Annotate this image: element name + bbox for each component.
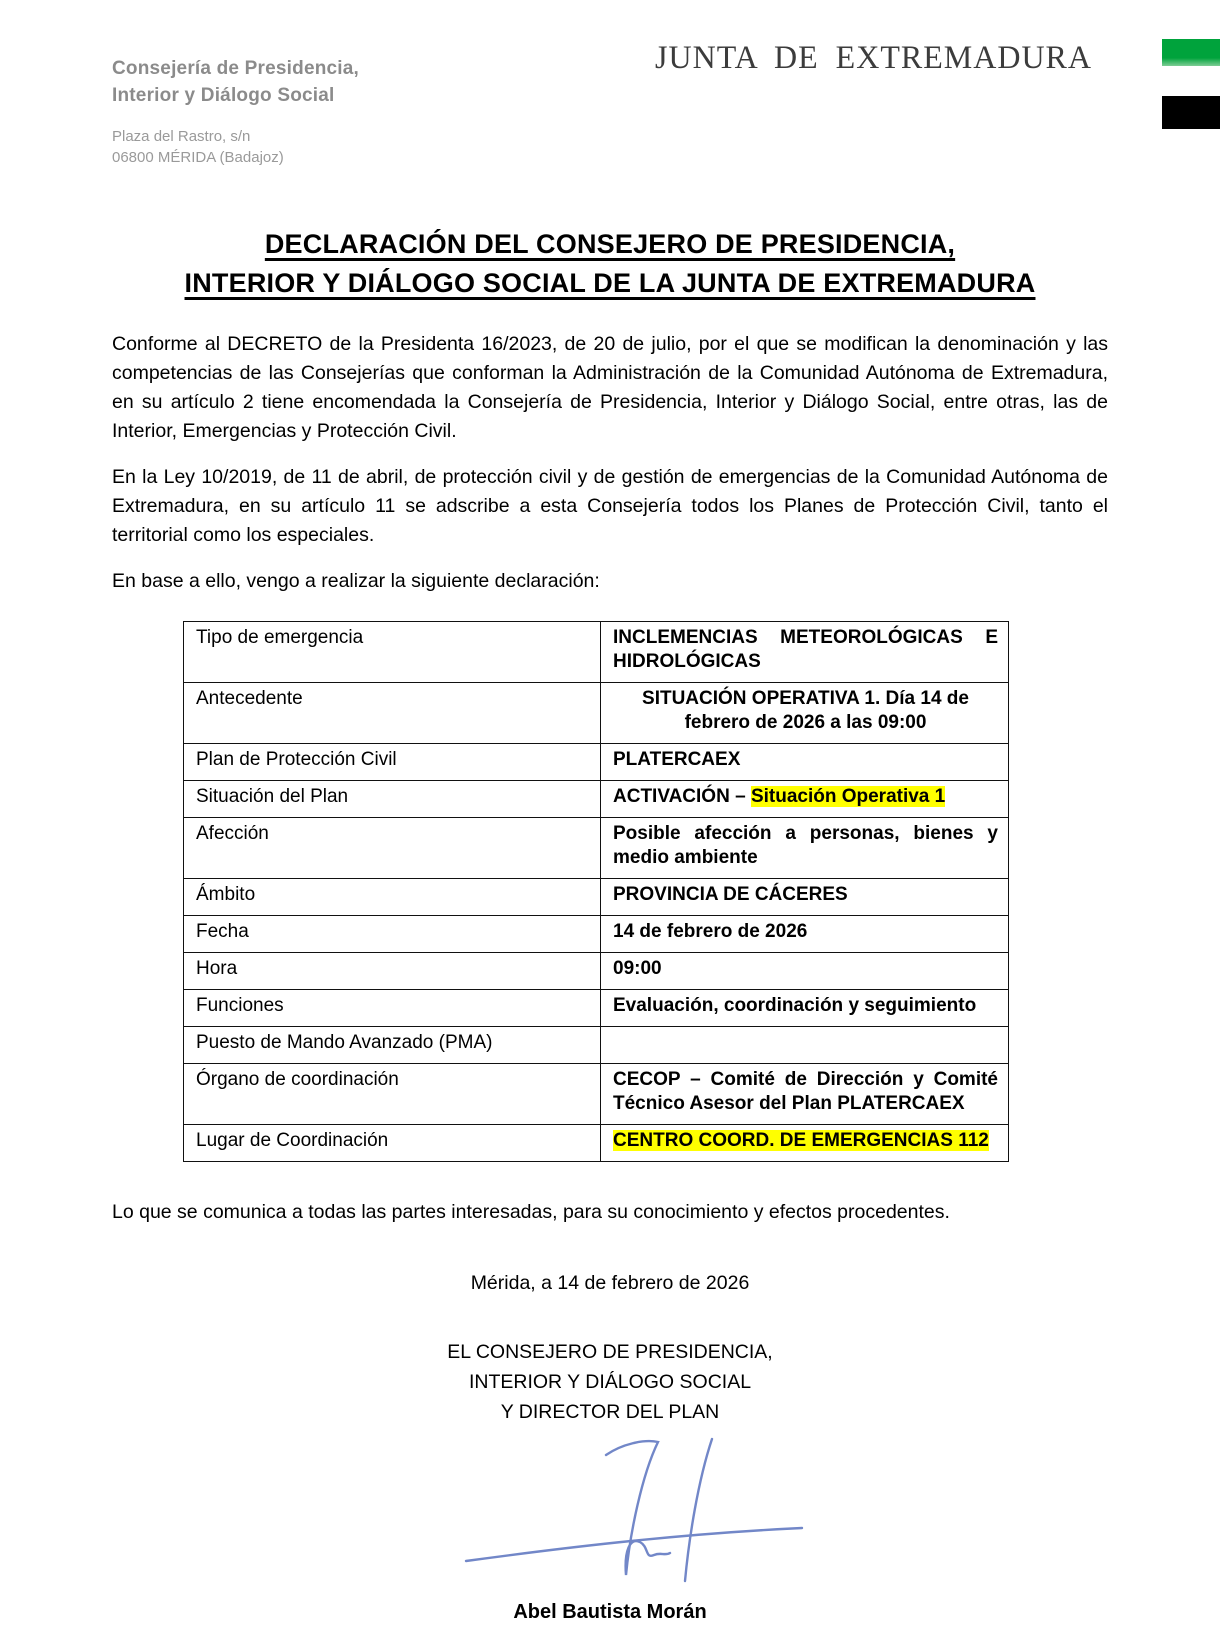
table-row: [184, 622, 1009, 683]
row-value-situacion-plan: [601, 781, 1009, 818]
flag-black-bar: [1162, 96, 1220, 129]
row-label-fecha: Fecha: [184, 916, 601, 953]
row-label-antecedente: Antecedente: [184, 683, 601, 744]
signature-area: [160, 1435, 1108, 1583]
title-line2: INTERIOR Y DIÁLOGO SOCIAL DE LA JUNTA DE EXTREMADURA: [184, 268, 1036, 298]
table-row: [184, 818, 1009, 879]
paragraph-decreto: Conforme al DECRETO de la Presidenta 16/2023, de 20 de julio, por el que se modifican la denominación y las competencias de las Consejerías que conforman la Administración de la Comunidad Autónoma de Extremadura, en su artículo 2 tiene encomendada la Consejería de Presidencia, Interior y Diálogo Social, entre otras, las de Interior, Emergencias y Protección Civil.: [112, 333, 1108, 442]
extremadura-flag-icon: [1162, 39, 1220, 129]
row-value-pma: [601, 1027, 1009, 1064]
address-line2: 06800 MÉRIDA (Badajoz): [112, 149, 284, 166]
row-label-lugar-coordinacion: Lugar de Coordinación: [184, 1125, 601, 1162]
table-row: [184, 1064, 1009, 1125]
declaration-table: [183, 621, 1009, 1162]
title-line1: DECLARACIÓN DEL CONSEJERO DE PRESIDENCIA,: [264, 229, 956, 259]
department-address: [112, 126, 284, 168]
centro-coord-highlight: CENTRO COORD. DE EMERGENCIAS 112: [613, 1130, 989, 1151]
row-label-pma: Puesto de Mando Avanzado (PMA): [184, 1027, 601, 1064]
row-label-situacion-plan: Situación del Plan: [184, 781, 601, 818]
table-row: [184, 744, 1009, 781]
row-label-afeccion: Afección: [184, 818, 601, 879]
row-value-afeccion: Posible afección a personas, bienes y medio ambiente: [601, 818, 1009, 879]
communication-statement: Lo que se comunica a todas las partes interesadas, para su conocimiento y efectos procedentes.: [112, 1201, 950, 1223]
signer-title-line2: INTERIOR Y DIÁLOGO SOCIAL: [468, 1371, 752, 1393]
situacion-operativa-highlight: Situación Operativa 1: [750, 786, 946, 807]
junta-extremadura-logo: JUNTA DE EXTREMADURA: [655, 38, 1092, 76]
table-row: [184, 781, 1009, 818]
row-value-fecha: 14 de febrero de 2026: [601, 916, 1009, 953]
row-label-hora: Hora: [184, 953, 601, 990]
row-label-organo-coordinacion: Órgano de coordinación: [184, 1064, 601, 1125]
row-label-tipo-emergencia: Tipo de emergencia: [184, 622, 601, 683]
table-row: [184, 916, 1009, 953]
table-row: [184, 683, 1009, 744]
paragraph-ley: En la Ley 10/2019, de 11 de abril, de protección civil y de gestión de emergencias de la Comunidad Autónoma de Extremadura, en su artículo 11 se adscribe a esta Consejería todos los Planes de Protección Civil, tanto el territorial como los especiales.: [112, 466, 1108, 546]
row-value-tipo-emergencia: INCLEMENCIAS METEOROLÓGICAS E HIDROLÓGICAS: [601, 622, 1009, 683]
row-label-ambito: Ámbito: [184, 879, 601, 916]
row-value-lugar-coordinacion: [601, 1125, 1009, 1162]
activacion-text: ACTIVACIÓN –: [613, 786, 751, 807]
table-row: [184, 879, 1009, 916]
handwritten-signature-icon: [454, 1435, 814, 1583]
row-value-funciones: Evaluación, coordinación y seguimiento: [601, 990, 1009, 1027]
department-line2: Interior y Diálogo Social: [112, 85, 335, 106]
department-name: [112, 55, 359, 109]
signer-title-block: [112, 1337, 1108, 1427]
flag-green-bar: [1162, 39, 1220, 66]
row-value-organo-coordinacion: CECOP – Comité de Dirección y Comité Técnico Asesor del Plan PLATERCAEX: [601, 1064, 1009, 1125]
department-line1: Consejería de Presidencia,: [112, 58, 360, 79]
row-label-plan-proteccion: Plan de Protección Civil: [184, 744, 601, 781]
place-and-date: Mérida, a 14 de febrero de 2026: [470, 1272, 750, 1294]
row-label-funciones: Funciones: [184, 990, 601, 1027]
row-value-hora: 09:00: [601, 953, 1009, 990]
document-title: [112, 225, 1108, 303]
table-row: [184, 1027, 1009, 1064]
signer-title-line1: EL CONSEJERO DE PRESIDENCIA,: [447, 1341, 773, 1363]
paragraph-declaracion-intro: En base a ello, vengo a realizar la siguiente declaración:: [112, 570, 600, 592]
row-value-ambito: PROVINCIA DE CÁCERES: [601, 879, 1009, 916]
signer-title-line3: Y DIRECTOR DEL PLAN: [500, 1401, 720, 1423]
row-value-antecedente: SITUACIÓN OPERATIVA 1. Día 14 de febrero de 2026 a las 09:00: [601, 683, 1009, 744]
table-row: [184, 953, 1009, 990]
address-line1: Plaza del Rastro, s/n: [112, 128, 251, 145]
table-row: [184, 1125, 1009, 1162]
row-value-plan-proteccion: PLATERCAEX: [601, 744, 1009, 781]
flag-white-bar: [1162, 66, 1220, 96]
table-row: [184, 990, 1009, 1027]
signer-name: Abel Bautista Morán: [513, 1601, 707, 1623]
